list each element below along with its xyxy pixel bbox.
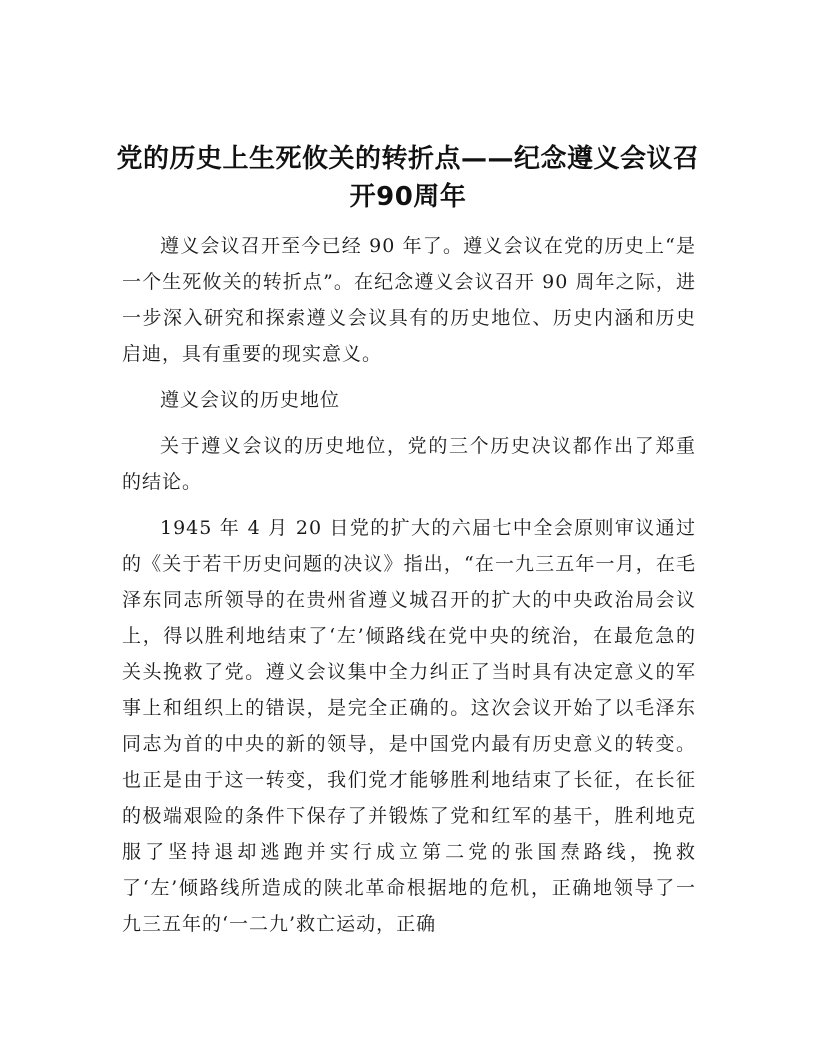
- paragraph-1945-resolution: 1945 年 4 月 20 日党的扩大的六届七中全会原则审议通过的《关于若干历史问题的决议》指出，“在一九三五年一月，在毛泽东同志所领导的在贵州省遵义城召开的扩大的中央政治局会议上，得以胜利地结束了‘左’倾路线在党中央的统治，在最危急的关头挽救了党。遵义会议集中全力纠正了当时具有决定意义的军事上和组织上的错误，是完全正确的。这次会议开始了以毛泽东同志为首的中央的新的领导，是中国党内最有历史意义的转变。也正是由于这一转变，我们党才能够胜利地结束了长征，在长征的极端艰险的条件下保存了并锻炼了党和红军的基干，胜利地克服了坚持退却逃跑并实行成立第二党的张国焘路线，挽救了‘左’倾路线所造成的陕北革命根据地的危机，正确地领导了一九三五年的‘一二九’救亡运动，正确: [122, 517, 696, 935]
- section-heading: 遵义会议的历史地位: [160, 389, 341, 411]
- document-title: 党的历史上生死攸关的转折点——纪念遵义会议召开90周年: [116, 144, 700, 212]
- paragraph-resolutions: 关于遵义会议的历史地位，党的三个历史决议都作出了郑重的结论。: [122, 435, 696, 493]
- paragraph-intro: 遵义会议召开至今已经 90 年了。遵义会议在党的历史上“是一个生死攸关的转折点”。在纪念遵义会议召开 90 周年之际，进一步深入研究和探索遵义会议具有的历史地位、历史内涵和历史启迪，具有重要的现实意义。: [122, 235, 696, 365]
- document-body: [122, 228, 696, 952]
